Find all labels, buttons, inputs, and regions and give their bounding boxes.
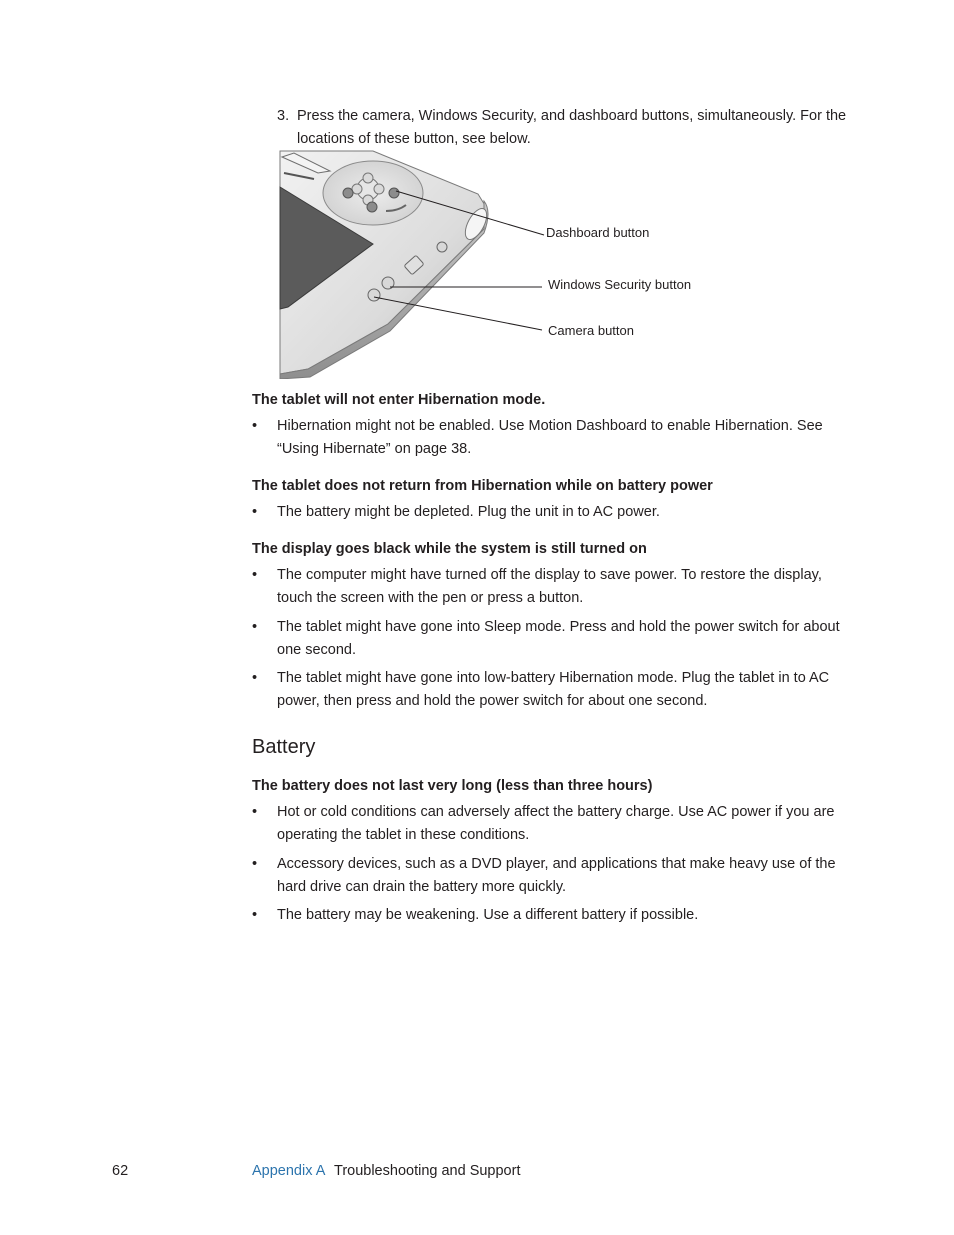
list-item	[252, 564, 847, 609]
bullet-glyph: •	[252, 907, 258, 923]
step-3	[277, 105, 847, 150]
tablet-illustration	[278, 149, 738, 379]
list-item-text: The computer might have turned off the display to save power. To restore the display, touch the screen with the pen or press a button.	[277, 567, 822, 606]
list-item-text: The tablet might have gone into low-battery Hibernation mode. Plug the tablet in to AC power, then press and hold the power switch for about one second.	[277, 670, 830, 709]
bullet-glyph: •	[252, 804, 258, 820]
heading-hibernation-not-entering: The tablet will not enter Hibernation mode.	[252, 392, 546, 408]
list-item	[252, 415, 847, 460]
heading-hibernation-not-returning: The tablet does not return from Hibernation while on battery power	[252, 478, 713, 494]
heading-display-black: The display goes black while the system is still turned on	[252, 541, 647, 557]
page-footer	[0, 1160, 954, 1184]
list-item-text: The battery may be weakening. Use a different battery if possible.	[277, 907, 699, 923]
footer-appendix-link[interactable]: Appendix A	[252, 1163, 326, 1179]
list-item-text: Hot or cold conditions can adversely affect the battery charge. Use AC power if you are operating the tablet in these conditions.	[277, 804, 835, 843]
list-item	[252, 616, 847, 661]
step-number: 3.	[277, 108, 290, 124]
footer-chapter-title: Troubleshooting and Support	[334, 1163, 521, 1179]
list-item	[252, 801, 847, 846]
tablet-drawing	[278, 149, 738, 379]
section-title-battery: Battery	[252, 736, 316, 758]
list-item	[252, 667, 847, 712]
list-item-text: The battery might be depleted. Plug the unit in to AC power.	[277, 504, 660, 520]
step-text: Press the camera, Windows Security, and dashboard buttons, simultaneously. For the locations of these button, see below.	[297, 108, 847, 147]
list-item-text: Accessory devices, such as a DVD player, and applications that make heavy use of the hard drive can drain the battery more quickly.	[277, 856, 836, 895]
list-item	[252, 501, 847, 524]
list-item-text: Hibernation might not be enabled. Use Motion Dashboard to enable Hibernation. See “Using Hibernate” on page 38.	[277, 418, 823, 457]
callout-dashboard-button: Dashboard button	[546, 225, 650, 240]
bullet-glyph: •	[252, 670, 258, 686]
list-item	[252, 904, 847, 927]
bullet-glyph: •	[252, 418, 258, 434]
bullet-glyph: •	[252, 567, 258, 583]
page-number: 62	[112, 1163, 129, 1179]
bullet-glyph: •	[252, 856, 258, 872]
list-item-text: The tablet might have gone into Sleep mode. Press and hold the power switch for about one second.	[277, 619, 840, 658]
callout-camera-button: Camera button	[548, 323, 634, 338]
bullet-glyph: •	[252, 504, 258, 520]
list-item	[252, 853, 847, 898]
bullet-glyph: •	[252, 619, 258, 635]
callout-windows-security-button: Windows Security button	[548, 277, 692, 292]
heading-battery-short-life: The battery does not last very long (less than three hours)	[252, 778, 653, 794]
